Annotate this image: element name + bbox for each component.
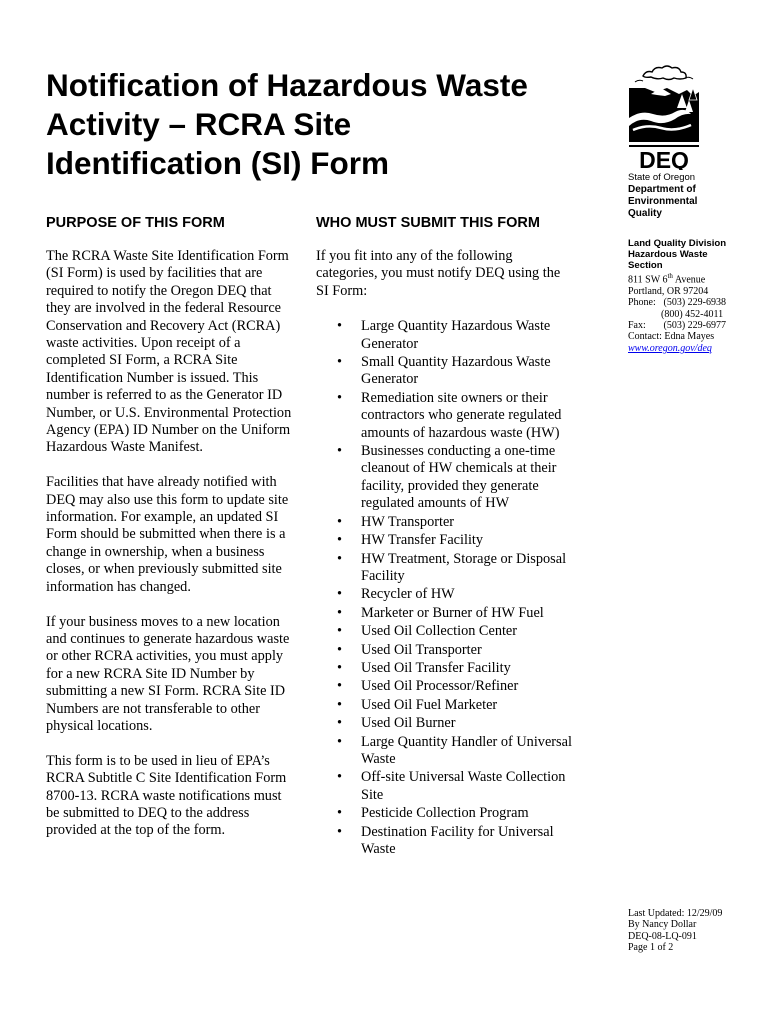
phone-number-2: (800) 452-4011 bbox=[661, 308, 724, 320]
address-sup: th bbox=[667, 272, 673, 280]
list-item: • Large Quantity Handler of Universal Waste bbox=[316, 734, 576, 769]
section-heading: WHO MUST SUBMIT THIS FORM bbox=[316, 215, 540, 231]
address-street-suffix: Avenue bbox=[672, 274, 706, 286]
address-city: Portland, OR 97204 bbox=[628, 285, 709, 297]
list-item: • HW Transfer Facility bbox=[316, 532, 576, 549]
list-item: • Used Oil Processor/Refiner bbox=[316, 678, 576, 695]
phone-number: (503) 229-6938 bbox=[663, 297, 726, 309]
section-heading: PURPOSE OF THIS FORM bbox=[46, 215, 225, 231]
division-line: Land Quality Division bbox=[628, 238, 727, 249]
fax-label: Fax: bbox=[628, 319, 646, 331]
list-item: • Businesses conducting a one-time cleanout of HW chemicals at their facility, provided they generate regulated amounts of HW bbox=[316, 443, 576, 513]
deq-logo bbox=[627, 64, 701, 170]
oregon-landscape-logo-icon bbox=[627, 64, 701, 170]
agency-line: Quality bbox=[628, 208, 662, 219]
purpose-section bbox=[46, 214, 296, 857]
agency-line: Environmental bbox=[628, 196, 698, 207]
agency-line: Department of bbox=[628, 184, 696, 195]
list-item: • HW Transporter bbox=[316, 514, 576, 531]
contact-block bbox=[628, 238, 758, 354]
who-section bbox=[316, 214, 576, 859]
last-updated: Last Updated: 12/29/09 bbox=[628, 908, 723, 919]
list-item: • Marketer or Burner of HW Fuel bbox=[316, 605, 576, 622]
list-item: • Destination Facility for Universal Waste bbox=[316, 824, 576, 859]
paragraph: This form is to be used in lieu of EPA’s RCRA Subtitle C Site Identification Form 8700-13. RCRA waste notifications must be submitted to DEQ to the address provided at the top of the form. bbox=[46, 752, 287, 839]
division-line: Section bbox=[628, 260, 663, 271]
paragraph: Facilities that have already notified with DEQ may also use this form to update site information. For example, an updated SI Form should be submitted when there is a change in ownership, when a business closes, or when previously submitted site information has changed. bbox=[46, 474, 289, 595]
agency-block bbox=[628, 172, 748, 220]
phone-label: Phone: bbox=[628, 297, 656, 309]
title-line: Notification of Hazardous Waste bbox=[46, 67, 528, 103]
category-list bbox=[316, 318, 576, 858]
fax-row bbox=[628, 320, 758, 331]
division-line: Hazardous Waste bbox=[628, 249, 708, 260]
paragraph: The RCRA Waste Site Identification Form (SI Form) is used by facilities that are required to notify the Oregon DEQ that they are involved in the federal Resource Conservation and Recovery Act (RCRA) waste activities. Upon receipt of a completed SI Form, a RCRA Site Identification Number is issued. This number is referred to as the Generator ID Number, or U.S. Environmental Protection Agency (EPA) ID Number on the Uniform Hazardous Waste Manifest. bbox=[46, 248, 292, 456]
document-id: DEQ-08-LQ-091 bbox=[628, 930, 697, 942]
document-title bbox=[46, 66, 606, 183]
title-line: Identification (SI) Form bbox=[46, 145, 389, 181]
list-item: • Small Quantity Hazardous Waste Generator bbox=[316, 354, 576, 389]
list-item: • Pesticide Collection Program bbox=[316, 805, 576, 822]
list-item: • Off-site Universal Waste Collection Site bbox=[316, 769, 576, 804]
contact-person: Contact: Edna Mayes bbox=[628, 331, 715, 343]
list-item: • HW Treatment, Storage or Disposal Facility bbox=[316, 551, 576, 586]
author: By Nancy Dollar bbox=[628, 919, 697, 931]
list-item: • Used Oil Burner bbox=[316, 715, 576, 732]
phone-row bbox=[628, 297, 758, 308]
address-line bbox=[628, 271, 758, 286]
website-link[interactable]: www.oregon.gov/deq bbox=[628, 342, 712, 354]
list-item: • Used Oil Fuel Marketer bbox=[316, 697, 576, 714]
intro-paragraph: If you fit into any of the following categories, you must notify DEQ using the SI Form: bbox=[316, 248, 561, 299]
list-item: • Used Oil Transporter bbox=[316, 642, 576, 659]
footer-block bbox=[628, 908, 758, 954]
paragraph: If your business moves to a new location and continues to generate hazardous waste or other RCRA activities, you must apply for a new RCRA Site ID Number by submitting a new SI Form. RCRA Site ID Numbers are not transferable to other physical locations. bbox=[46, 613, 290, 734]
phone-row-2 bbox=[628, 309, 758, 320]
address-street: 811 SW 6 bbox=[628, 274, 668, 286]
page-number: Page 1 of 2 bbox=[628, 942, 674, 954]
list-item: • Used Oil Transfer Facility bbox=[316, 660, 576, 677]
list-item: • Large Quantity Hazardous Waste Generator bbox=[316, 318, 576, 353]
agency-line: State of Oregon bbox=[628, 172, 696, 183]
title-line: Activity – RCRA Site bbox=[46, 106, 352, 142]
logo-wordmark: DEQ bbox=[639, 147, 689, 170]
list-item: • Used Oil Collection Center bbox=[316, 623, 576, 640]
fax-number: (503) 229-6977 bbox=[663, 319, 726, 331]
list-item: • Recycler of HW bbox=[316, 586, 576, 603]
list-item: • Remediation site owners or their contractors who generate regulated amounts of hazardous waste (HW) bbox=[316, 390, 576, 442]
